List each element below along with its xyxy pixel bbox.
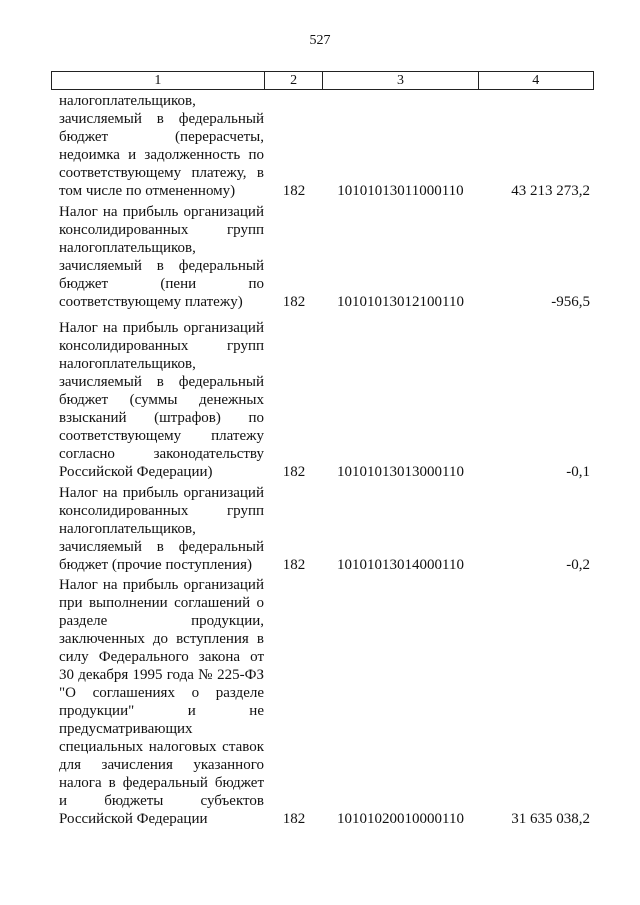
description-line: том числе по отмененному) [59,183,236,199]
description-line: налогоплательщиков, [59,93,196,109]
amount-value: -0,2 [566,557,590,573]
description-line: Налог на прибыль организаций [59,485,264,501]
row-description [59,319,264,481]
column-header-1: 1 [52,72,265,89]
description-line: взысканий (штрафов) по [59,410,264,426]
description-line: силу Федерального закона от [59,649,264,665]
description-line: консолидированных групп [59,338,264,354]
column-header-3: 3 [323,72,478,89]
table-row [51,203,592,311]
table-header [51,71,594,90]
row-description [59,203,264,311]
description-line: зачисляемый в федеральный [59,111,264,127]
column-header-2: 2 [265,72,324,89]
description-line: и бюджеты субъектов [59,793,264,809]
description-line: бюджет (суммы денежных [59,392,264,408]
description-line: зачисляемый в федеральный [59,258,264,274]
admin-code: 182 [282,464,306,480]
admin-code: 182 [282,811,306,827]
description-line: налогоплательщиков, [59,521,196,537]
description-line: бюджет (прочие поступления) [59,557,252,573]
description-line: консолидированных групп [59,222,264,238]
description-line: Налог на прибыль организаций [59,204,264,220]
description-line: налогоплательщиков, [59,240,196,256]
description-line: разделе продукции, [59,613,264,629]
description-line: Российской Федерации) [59,464,213,480]
table-row [51,576,592,828]
row-description [59,92,264,200]
amount-value: 31 635 038,2 [511,811,590,827]
description-line: согласно законодательству [59,446,264,462]
description-line: продукции" и не [59,703,264,719]
page-number: 527 [309,33,331,48]
row-description [59,576,264,828]
description-line: бюджет (пени по [59,276,264,292]
kbk-code: 10101013014000110 [337,557,464,573]
admin-code: 182 [282,557,306,573]
amount-value: -0,1 [566,464,590,480]
description-line: заключенных до вступления в [59,631,264,647]
description-line: специальных налоговых ставок [59,739,264,755]
kbk-code: 10101020010000110 [337,811,464,827]
amount-value: -956,5 [551,294,590,310]
description-line: налогоплательщиков, [59,356,196,372]
description-line: Налог на прибыль организаций [59,577,264,593]
kbk-code: 10101013013000110 [337,464,464,480]
description-line: зачисляемый в федеральный [59,374,264,390]
description-line: недоимка и задолженность по [59,147,264,163]
row-description [59,484,264,574]
kbk-code: 10101013012100110 [337,294,464,310]
description-line: для зачисления указанного [59,757,264,773]
description-line: соответствующему платежу) [59,294,243,310]
description-line: соответствующему платежу, в [59,165,264,181]
table-row [51,319,592,481]
description-line: "О соглашениях о разделе [59,685,264,701]
description-line: зачисляемый в федеральный [59,539,264,555]
description-line: при выполнении соглашений о [59,595,264,611]
description-line: бюджет (перерасчеты, [59,129,264,145]
admin-code: 182 [282,294,306,310]
amount-value: 43 213 273,2 [511,183,590,199]
description-line: 30 декабря 1995 года № 225-ФЗ [59,667,264,683]
description-line: консолидированных групп [59,503,264,519]
admin-code: 182 [282,183,306,199]
table-row [51,92,592,200]
column-header-4: 4 [532,72,540,88]
description-line: налога в федеральный бюджет [59,775,264,791]
description-line: предусматривающих [59,721,193,737]
description-line: Налог на прибыль организаций [59,320,264,336]
table-row [51,484,592,574]
description-line: Российской Федерации [59,811,208,827]
kbk-code: 10101013011000110 [337,183,464,199]
description-line: соответствующему платежу [59,428,264,444]
